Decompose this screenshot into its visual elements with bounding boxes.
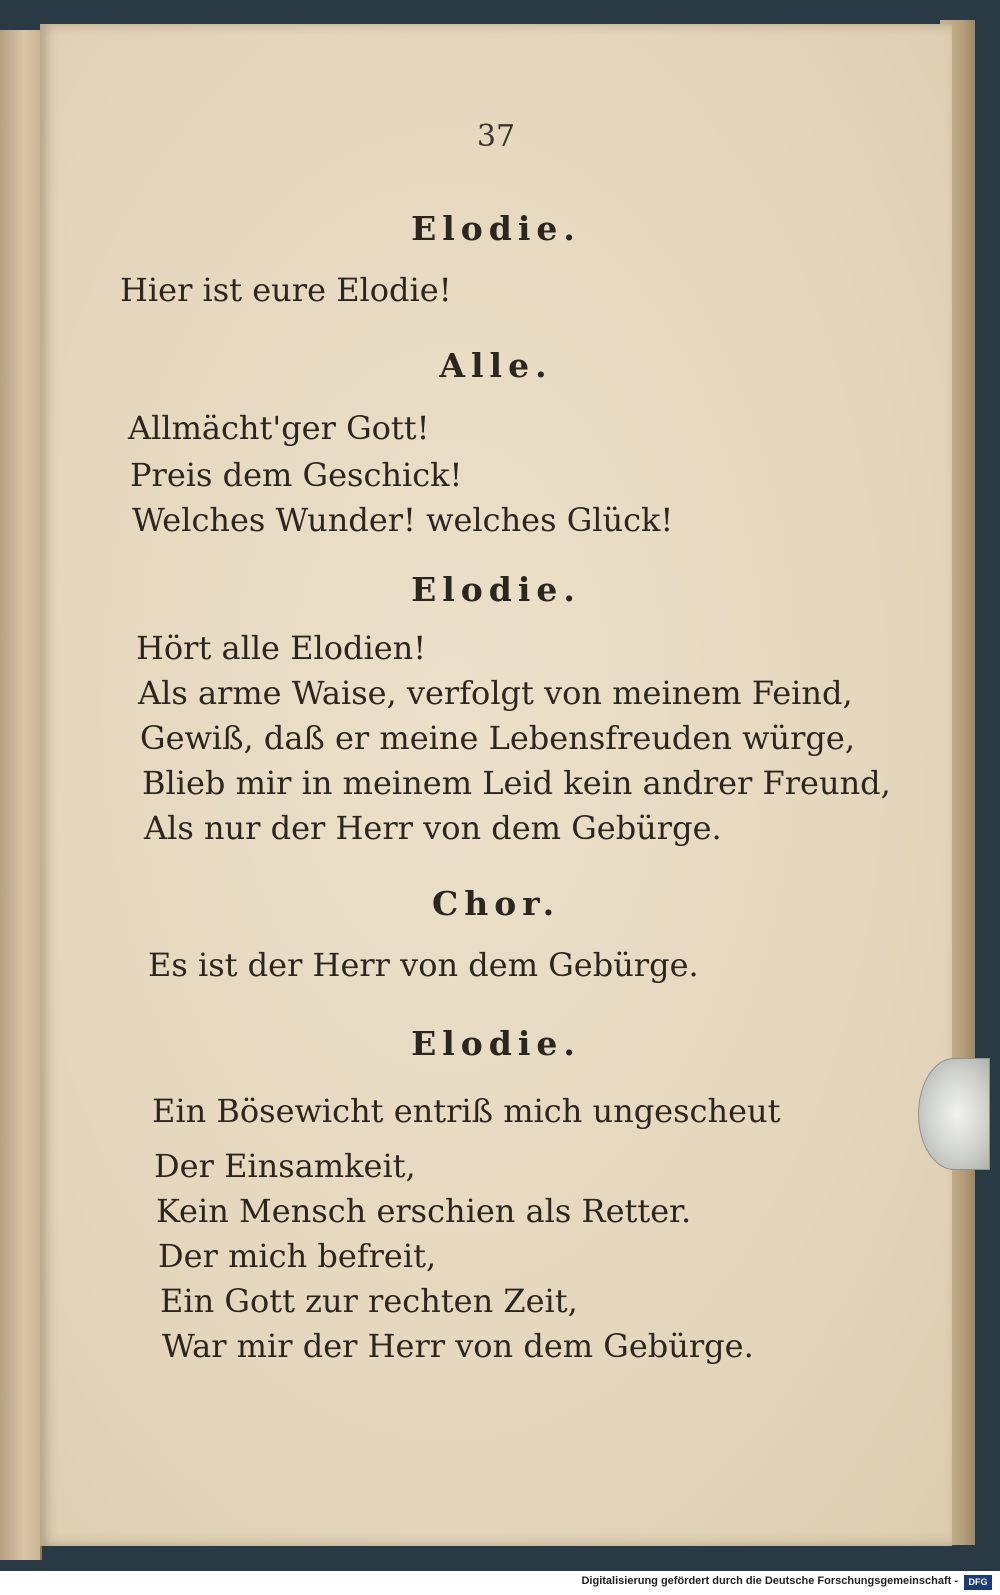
- verse-line: Welches Wunder! welches Glück!: [132, 501, 674, 539]
- page-number: 37: [476, 119, 516, 154]
- verse-line: Als arme Waise, verfolgt von meinem Feind,: [138, 674, 853, 712]
- verse-line: Als nur der Herr von dem Gebürge.: [144, 809, 722, 847]
- verse-line: Ein Bösewicht entriß mich ungescheut: [152, 1092, 781, 1130]
- verse-line: Blieb mir in meinem Leid kein andrer Freund,: [142, 764, 891, 802]
- verse-line: Hier ist eure Elodie!: [120, 271, 452, 309]
- verse-line: Der Einsamkeit,: [154, 1147, 416, 1185]
- book-page: [40, 24, 952, 1546]
- verse-line: Gewiß, daß er meine Lebensfreuden würge,: [140, 719, 856, 757]
- footer-credit: Digitalisierung gefördert durch die Deutsche Forschungsgemeinschaft -: [581, 1575, 958, 1587]
- verse-line: Allmächt'ger Gott!: [128, 409, 430, 447]
- verse-line: Ein Gott zur rechten Zeit,: [160, 1282, 578, 1320]
- verse-line: War mir der Herr von dem Gebürge.: [162, 1327, 754, 1365]
- verse-line: Hört alle Elodien!: [136, 629, 427, 667]
- speaker-heading: Elodie.: [411, 570, 581, 609]
- page-tab-marker: [918, 1058, 990, 1170]
- verse-line: Es ist der Herr von dem Gebürge.: [148, 946, 699, 984]
- facing-page-edge: [0, 30, 42, 1560]
- verse-line: Der mich befreit,: [158, 1237, 437, 1275]
- verse-line: Preis dem Geschick!: [130, 456, 463, 494]
- footer-bar: [0, 1571, 1000, 1595]
- verse-line: Kein Mensch erschien als Retter.: [156, 1192, 692, 1230]
- speaker-heading: Alle.: [439, 346, 553, 385]
- speaker-heading: Chor.: [431, 884, 561, 923]
- dfg-logo-icon: DFG: [964, 1575, 992, 1590]
- speaker-heading: Elodie.: [411, 209, 581, 248]
- speaker-heading: Elodie.: [411, 1024, 581, 1063]
